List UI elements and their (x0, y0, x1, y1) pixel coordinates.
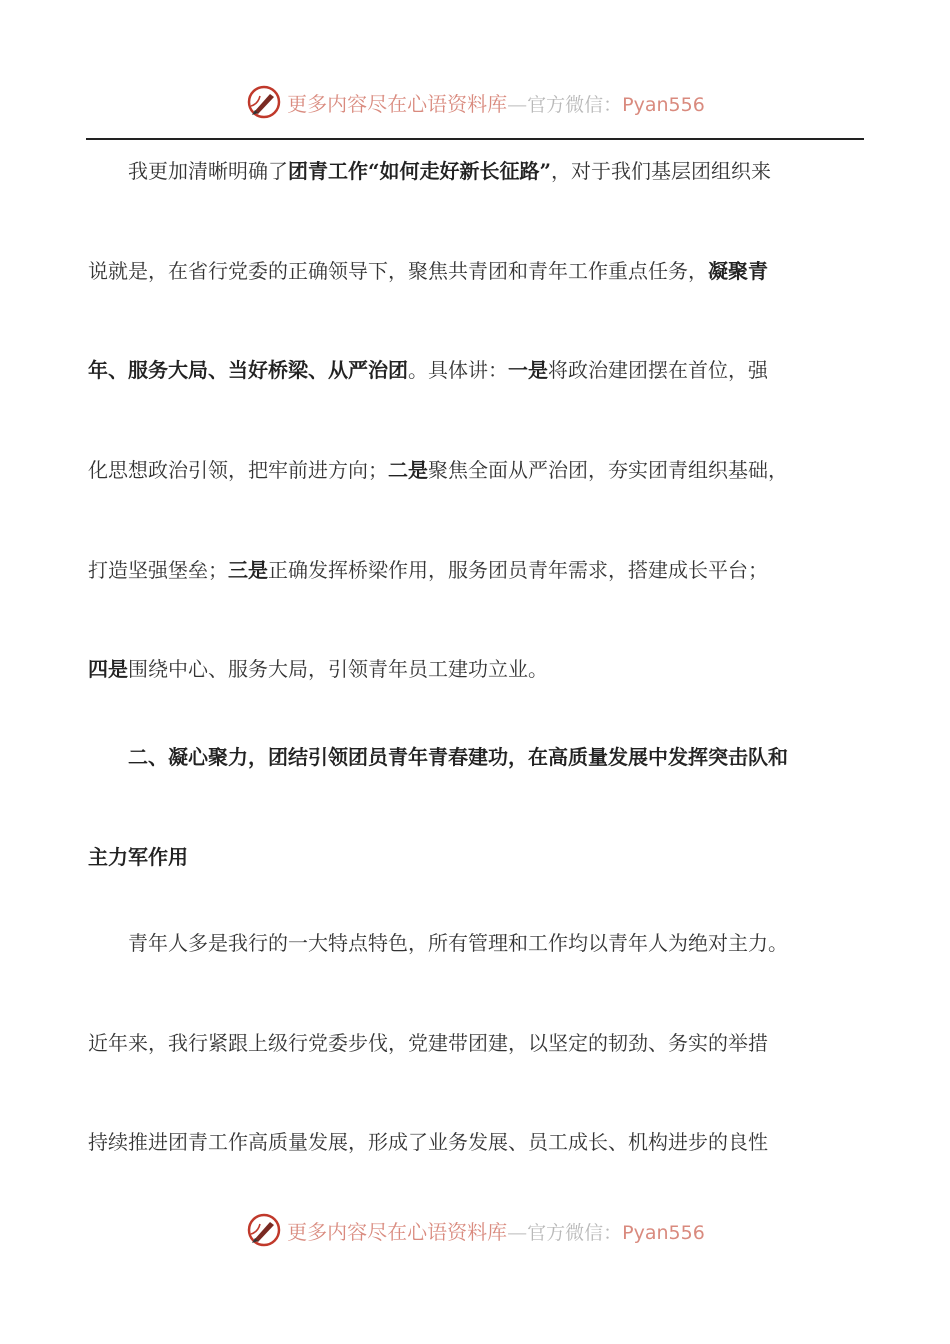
text-run: 打造坚强堡垒； (88, 558, 228, 582)
section-heading: 二、凝心聚力，团结引领团员青年青春建功，在高质量发展中发挥突击队和 (128, 745, 788, 769)
text-run: 说就是，在省行党委的正确领导下，聚焦共青团和青年工作重点任务， (88, 259, 708, 283)
bold-run: 一是 (508, 358, 548, 382)
watermark-separator: — (507, 1219, 528, 1244)
header-divider (86, 138, 864, 140)
bold-run: 凝聚青 (708, 259, 768, 283)
watermark-wechat-label: 官方微信： (527, 1221, 623, 1244)
text-run: 聚焦全面从严治团，夯实团青组织基础， (428, 458, 788, 482)
bold-run: 四是 (88, 657, 128, 681)
text-line (88, 355, 878, 385)
pen-logo-icon (245, 83, 283, 121)
watermark-separator: — (507, 91, 528, 116)
footer-watermark (0, 1210, 950, 1250)
bold-run: 年、服务大局、当好桥梁、从严治团 (88, 358, 408, 382)
bold-run: 二是 (388, 458, 428, 482)
text-line (88, 455, 878, 485)
text-line: 持续推进团青工作高质量发展，形成了业务发展、员工成长、机构进步的良性 (88, 1130, 768, 1154)
text-line (88, 555, 878, 585)
watermark-text (287, 88, 705, 117)
text-run: 化思想政治引领，把牢前进方向； (88, 458, 388, 482)
text-line (88, 256, 878, 286)
watermark-brand: 更多内容尽在心语资料库 (287, 1219, 508, 1244)
pen-logo-icon (245, 1211, 283, 1249)
text-line: 青年人多是我行的一大特点特色，所有管理和工作均以青年人为绝对主力。 (128, 931, 788, 955)
text-run: 正确发挥桥梁作用，服务团员青年需求，搭建成长平台； (268, 558, 768, 582)
text-run: 围绕中心、服务大局，引领青年员工建功立业。 (128, 657, 548, 681)
watermark-text (287, 1216, 705, 1245)
watermark-wechat-id: Pyan556 (622, 93, 705, 116)
text-line (128, 156, 918, 186)
text-line (88, 654, 878, 684)
text-line: 近年来，我行紧跟上级行党委步伐，党建带团建，以坚定的韧劲、务实的举措 (88, 1031, 768, 1055)
bold-run: 团青工作“如何走好新长征路” (288, 159, 552, 183)
watermark-wechat-id: Pyan556 (622, 1221, 705, 1244)
bold-run: 三是 (228, 558, 268, 582)
text-run: 我更加清晰明确了 (128, 159, 288, 183)
watermark-wechat-label: 官方微信： (527, 93, 623, 116)
section-heading-continued: 主力军作用 (88, 845, 188, 869)
header-watermark (0, 82, 950, 122)
text-run: 将政治建团摆在首位，强 (548, 358, 768, 382)
text-run: 。具体讲： (408, 358, 508, 382)
text-run: ，对于我们基层团组织来 (551, 159, 772, 183)
watermark-brand: 更多内容尽在心语资料库 (287, 91, 508, 116)
